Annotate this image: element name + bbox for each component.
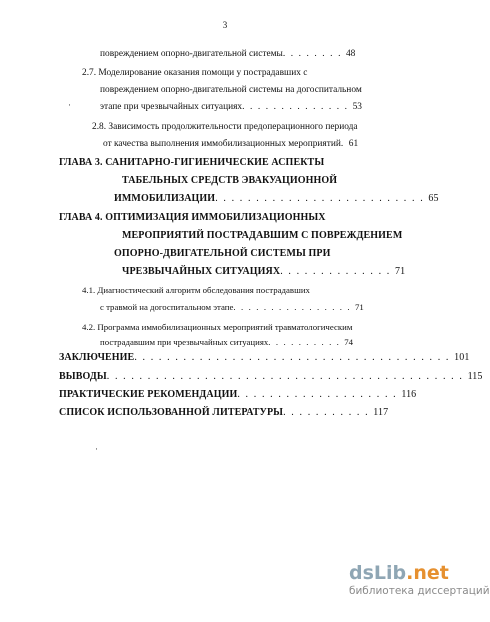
toc-page-number: 53 [352,102,362,112]
toc-page-number: 65 [428,193,439,204]
toc-dot-leader: . . . . . . . . [282,49,346,59]
toc-entry [100,336,353,348]
toc-entry-text: ТАБЕЛЬНЫХ СРЕДСТВ ЭВАКУАЦИОННОЙ [122,175,338,186]
toc-page-number: 48 [345,49,356,59]
toc-page-number: 74 [344,337,354,347]
toc-chapter-heading [114,248,330,260]
toc-chapter-heading [122,266,405,278]
toc-entry-text: ЗАКЛЮЧЕНИЕ [59,352,135,363]
toc-chapter-heading [122,175,337,187]
toc-entry [103,138,358,150]
toc-entry-text: СПИСОК ИСПОЛЬЗОВАННОЙ ЛИТЕРАТУРЫ [59,407,284,418]
toc-entry-text: повреждением опорно-двигательной системы [100,49,283,59]
toc-entry-text: ВЫВОДЫ [59,371,107,382]
stray-dot: · [95,444,98,454]
toc-page-number: 115 [467,371,483,382]
stray-dot: · [68,100,71,110]
toc-chapter-heading [59,157,324,169]
toc-dot-leader: . . . . . . . . . . . . . . . . . . . . . . . . . . . . . . . . . . . . . . . [134,352,455,363]
toc-entry-text: пострадавшим при чрезвычайных ситуациях [100,337,269,347]
toc-entry-text: от качества выполнения иммобилизационных мероприятий [103,139,341,149]
toc-section-heading [59,407,388,419]
toc-page-number: 71 [355,302,364,312]
toc-entry [82,67,307,79]
toc-entry-text: ГЛАВА 4. ОПТИМИЗАЦИЯ ИММОБИЛИЗАЦИОННЫХ [59,212,326,223]
dslib-tagline: библиотека диссертаций [349,585,490,597]
toc-entry [82,321,352,333]
toc-entry [92,121,358,133]
toc-dot-leader: . . . . . . . . . . [268,337,345,347]
toc-section-heading [59,389,416,401]
toc-chapter-heading [59,212,326,224]
toc-entry-text: 4.2. Программа иммобилизационных мероприятий травматологическим [82,322,353,332]
logo-main-text: dsLib [349,562,407,584]
toc-dot-leader: . . . . . . . . . . . . . . . . . . . . . . . . . . [215,193,429,204]
toc-entry [82,284,310,296]
toc-section-heading [59,371,483,383]
toc-section-heading [59,352,469,364]
toc-entry [100,48,355,60]
toc-entry-text: с травмой на догоспитальном этапе [100,302,234,312]
toc-dot-leader: . . . . . . . . . . . . . . [280,266,395,277]
toc-entry [100,84,362,96]
toc-entry-text: ОПОРНО-ДВИГАТЕЛЬНОЙ СИСТЕМЫ ПРИ [114,248,331,259]
toc-entry-text: 2.7. Моделирование оказания помощи у пострадавших с [82,68,308,78]
toc-page-number: 116 [401,389,417,400]
toc-entry-text: этапе при чрезвычайных ситуациях [100,102,243,112]
toc-entry-text: ПРАКТИЧЕСКИЕ РЕКОМЕНДАЦИИ [59,389,238,400]
toc-entry-text: повреждением опорно-двигательной системы на догоспитальном [100,85,362,95]
toc-entry-text: 4.1. Диагностический алгоритм обследования пострадавших [82,285,310,295]
toc-entry-text: ЧРЕЗВЫЧАЙНЫХ СИТУАЦИЯХ [122,266,281,277]
toc-entry-text: 2.8. Зависимость продолжительности предоперационного периода [92,122,358,132]
toc-entry [100,301,364,313]
toc-dot-leader: . [340,139,349,149]
toc-entry-text: МЕРОПРИЯТИЙ ПОСТРАДАВШИМ С ПОВРЕЖДЕНИЕМ [122,230,403,241]
page-number: 3 [222,20,228,30]
dslib-watermark [349,562,490,598]
toc-dot-leader: . . . . . . . . . . . . . . [242,102,353,112]
toc-entry [100,101,362,113]
toc-dot-leader: . . . . . . . . . . . . . . . . . . . . . . . . . . . . . . . . . . . . . . . . . . . . [106,371,468,382]
toc-entry-text: ГЛАВА 3. САНИТАРНО-ГИГИЕНИЧЕСКИЕ АСПЕКТЫ [59,157,325,168]
dslib-logo [349,562,449,584]
toc-page-number: 61 [348,139,359,149]
toc-chapter-heading [114,193,439,205]
toc-dot-leader: . . . . . . . . . . . . . . . . . . . . [237,389,402,400]
toc-chapter-heading [122,230,402,242]
toc-page-number: 101 [454,352,470,363]
toc-page-number: 117 [373,407,389,418]
toc-dot-leader: . . . . . . . . . . . . . . . . [233,302,355,312]
toc-dot-leader: . . . . . . . . . . . [283,407,374,418]
toc-page-number: 71 [395,266,406,277]
toc-entry-text: ИММОБИЛИЗАЦИИ [114,193,216,204]
logo-suffix-text: .net [406,562,449,584]
